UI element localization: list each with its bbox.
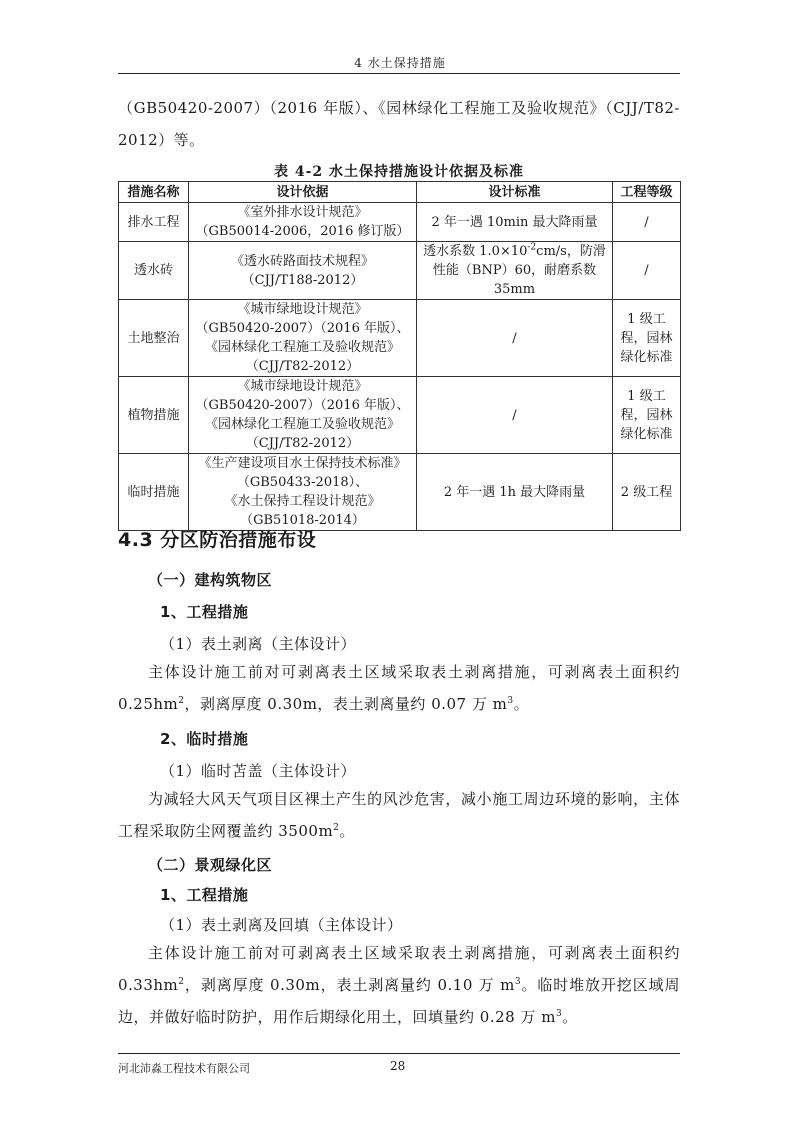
design-standard: / [417,377,613,454]
design-standard: 2 年一遇 10min 最大降雨量 [417,203,613,242]
header-cell: 设计依据 [189,182,417,203]
superscript: 3 [507,696,514,706]
text: 主体设计施工前对可剥离表土区域采取表土剥离措施，可剥离表土面积约 0.33hm [118,944,680,994]
zone1-engineering-sub: （1）表土剥离（主体设计） [160,635,357,653]
text: 。临时堆放开挖区域周边，并做好临时防护，用作后期绿化用土，回填量约 0.28 万 m [118,976,680,1026]
table-header-row [119,182,681,203]
design-basis: 《生产建设项目水土保持技术标准》 （GB50433-2018）、 《水土保持工程设计规范》 （GB51018-2014） [189,454,417,531]
superscript: -2 [527,242,537,253]
text: 。 [339,822,355,840]
measure-name: 土地整治 [119,300,189,377]
superscript: 2 [178,977,185,987]
engineering-grade: / [613,203,681,242]
engineering-grade: 1 级工程，园林绿化标准 [613,300,681,377]
design-basis: 《城市绿地设计规范》 （GB50420-2007）（2016 年版）、 《园林绿化工程施工及验收规范》 （CJJ/T82-2012） [189,377,417,454]
zone2-engineering-paragraph [118,937,680,1033]
design-basis: 《室外排水设计规范》 （GB50014-2006，2016 修订版） [189,203,417,242]
design-basis: 《城市绿地设计规范》 （GB50420-2007）（2016 年版）、 《园林绿化工程施工及验收规范》 （CJJ/T82-2012） [189,300,417,377]
zone2-engineering-title: 1、工程措施 [160,886,249,904]
page-number: 28 [390,1059,406,1073]
superscript: 2 [178,696,185,706]
header-cell: 设计标准 [417,182,613,203]
footer-divider [118,1053,680,1054]
superscript: 2 [333,823,340,833]
superscript: 3 [555,1009,563,1019]
design-standard [417,242,613,300]
zone1-temporary-paragraph [118,783,680,847]
measure-name: 透水砖 [119,242,189,300]
header-cell: 工程等级 [613,182,681,203]
measure-name: 排水工程 [119,203,189,242]
zone2-engineering-sub: （1）表土剥离及回填（主体设计） [160,916,403,934]
text: 。 [513,695,530,713]
standards-table [118,181,681,531]
section-title: 4.3 分区防治措施布设 [118,529,317,551]
table-row [119,242,681,300]
table-row [119,300,681,377]
intro-paragraph: （GB50420-2007）（2016 年版）、《园林绿化工程施工及验收规范》（CJJ/T82-2012）等。 [118,99,680,149]
design-basis: 《透水砖路面技术规程》 （CJJ/T188-2012） [189,242,417,300]
engineering-grade: 1 级工程，园林绿化标准 [613,377,681,454]
measure-name: 临时措施 [119,454,189,531]
standard-text-b: cm/s，防滑性能（BNP）60，耐磨系数 35mm [432,244,606,297]
zone1-temporary-title: 2、临时措施 [160,730,249,748]
standard-text-a: 透水系数 1.0×10 [423,244,528,259]
header-cell: 措施名称 [119,182,189,203]
text: ，剥离厚度 0.30m，表土剥离量约 0.07 万 m [184,695,508,713]
table-row [119,454,681,531]
engineering-grade: / [613,242,681,300]
zone1-temporary-sub: （1）临时苫盖（主体设计） [160,762,357,780]
table-caption: 表 4-2 水土保持措施设计依据及标准 [273,164,525,180]
text: 为减轻大风天气项目区裸土产生的风沙危害，减小施工周边环境的影响，主体工程采取防尘网覆盖约 3500m [118,790,680,840]
table-row [119,377,681,454]
footer-company: 河北沛淼工程技术有限公司 [118,1062,250,1075]
zone1-engineering-paragraph [118,656,680,720]
text: 主体设计施工前对可剥离表土区域采取表土剥离措施，可剥离表土面积约 0.25hm [118,663,680,713]
zone1-engineering-title: 1、工程措施 [160,603,249,621]
design-standard: / [417,300,613,377]
header-divider [118,73,680,74]
design-standard: 2 年一遇 1h 最大降雨量 [417,454,613,531]
zone2-title: （二）景观绿化区 [148,856,273,874]
measure-name: 植物措施 [119,377,189,454]
engineering-grade: 2 级工程 [613,454,681,531]
text: 。 [562,1008,578,1026]
running-header: 4 水土保持措施 [354,56,446,70]
superscript: 3 [514,977,522,987]
text: ，剥离厚度 0.30m，表土剥离量约 0.10 万 m [184,976,515,994]
zone1-title: （一）建构筑物区 [148,571,273,589]
table-row [119,203,681,242]
